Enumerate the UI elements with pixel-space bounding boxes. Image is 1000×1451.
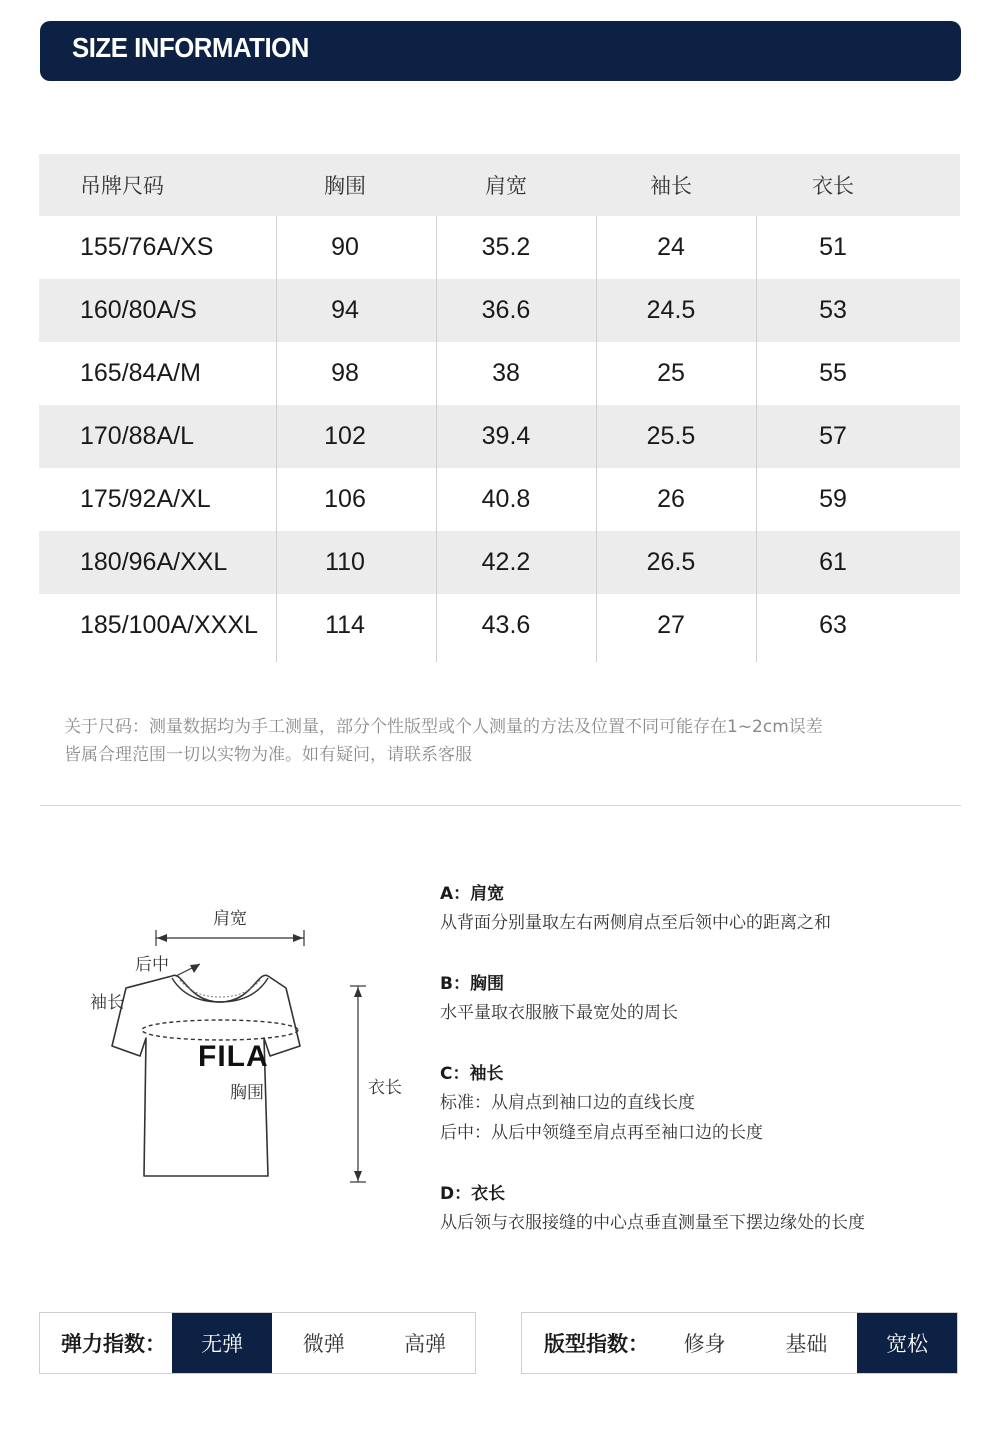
definition-title: A：肩宽 (440, 884, 505, 904)
elasticity-option-slight[interactable]: 微弹 (302, 1332, 345, 1356)
definition-shoulder (440, 880, 980, 938)
cell-length: 53 (819, 296, 847, 324)
table-row (39, 468, 960, 531)
definition-length (440, 1180, 980, 1238)
size-table (39, 154, 960, 657)
table-row (39, 342, 960, 405)
table-row (39, 279, 960, 342)
definition-chest (440, 970, 980, 1028)
cell-length: 59 (819, 485, 847, 513)
definition-text: 水平量取衣服腋下最宽处的周长 (440, 1003, 678, 1023)
section-divider (40, 805, 961, 806)
cell-size: 165/84A/M (80, 359, 201, 387)
elasticity-option-none[interactable]: 无弹 (172, 1313, 273, 1373)
cell-chest: 106 (324, 485, 366, 513)
cell-size: 155/76A/XS (80, 233, 214, 261)
elasticity-option-high[interactable]: 高弹 (404, 1332, 447, 1356)
label-back-center: 后中 (135, 955, 169, 975)
fit-option-slim[interactable]: 修身 (683, 1332, 726, 1356)
page-title: SIZE INFORMATION (72, 32, 309, 63)
definition-text: 标准：从肩点到袖口边的直线长度 (440, 1093, 695, 1113)
header-cell-chest: 胸围 (324, 174, 366, 198)
header-cell-size: 吊牌尺码 (80, 174, 164, 198)
measurement-diagram (80, 880, 420, 1200)
cell-shoulder: 43.6 (481, 611, 531, 639)
label-chest: 胸围 (230, 1083, 264, 1103)
label-shoulder: 肩宽 (213, 909, 247, 929)
cell-sleeve: 25 (657, 359, 685, 387)
cell-shoulder: 36.6 (481, 296, 531, 324)
table-row (39, 531, 960, 594)
cell-length: 51 (819, 233, 847, 261)
label-sleeve: 袖长 (90, 993, 124, 1013)
definition-text: 从背面分别量取左右两侧肩点至后领中心的距离之和 (440, 913, 831, 933)
column-divider (756, 216, 757, 662)
cell-size: 170/88A/L (80, 422, 194, 450)
cell-shoulder: 39.4 (481, 422, 531, 450)
cell-sleeve: 26 (657, 485, 685, 513)
fit-index (521, 1312, 958, 1374)
table-row (39, 405, 960, 468)
elasticity-index (39, 1312, 476, 1374)
definition-sleeve (440, 1060, 980, 1148)
size-note (64, 713, 964, 769)
column-divider (276, 216, 277, 662)
header-cell-shoulder: 肩宽 (485, 174, 527, 198)
cell-size: 185/100A/XXXL (80, 611, 258, 639)
cell-length: 61 (819, 548, 847, 576)
header-cell-length: 衣长 (812, 174, 854, 198)
cell-chest: 90 (331, 233, 359, 261)
cell-shoulder: 42.2 (481, 548, 531, 576)
cell-sleeve: 27 (657, 611, 685, 639)
elasticity-label: 弹力指数： (61, 1332, 166, 1356)
note-line-2: 皆属合理范围一切以实物为准。如有疑问，请联系客服 (64, 745, 472, 765)
cell-sleeve: 25.5 (646, 422, 696, 450)
column-divider (596, 216, 597, 662)
cell-chest: 114 (325, 611, 365, 639)
fila-logo: FILA (198, 1040, 269, 1073)
cell-length: 63 (819, 611, 847, 639)
table-row (39, 216, 960, 279)
header-cell-sleeve: 袖长 (650, 174, 692, 198)
cell-chest: 110 (325, 548, 365, 576)
cell-length: 57 (819, 422, 847, 450)
column-divider (436, 216, 437, 662)
cell-length: 55 (819, 359, 847, 387)
label-length: 衣长 (368, 1078, 402, 1098)
cell-sleeve: 26.5 (646, 548, 696, 576)
definition-title: D：衣长 (440, 1184, 506, 1204)
header-bar (40, 21, 961, 81)
cell-chest: 94 (331, 296, 359, 324)
cell-shoulder: 40.8 (481, 485, 531, 513)
cell-shoulder: 38 (492, 359, 520, 387)
definition-title: B：胸围 (440, 974, 504, 994)
cell-size: 180/96A/XXL (80, 548, 228, 576)
fit-option-regular[interactable]: 基础 (785, 1332, 828, 1356)
cell-chest: 98 (331, 359, 359, 387)
definition-text: 从后领与衣服接缝的中心点垂直测量至下摆边缘处的长度 (440, 1213, 865, 1233)
table-row (39, 594, 960, 657)
table-header-row (39, 154, 960, 216)
definition-title: C：袖长 (440, 1064, 504, 1084)
fit-option-loose[interactable]: 宽松 (857, 1313, 957, 1373)
cell-sleeve: 24 (657, 233, 685, 261)
cell-size: 175/92A/XL (80, 485, 211, 513)
fit-label: 版型指数： (544, 1332, 649, 1356)
note-line-1: 关于尺码：测量数据均为手工测量，部分个性版型或个人测量的方法及位置不同可能存在1~2cm误差 (64, 717, 823, 737)
cell-chest: 102 (324, 422, 366, 450)
cell-size: 160/80A/S (80, 296, 197, 324)
cell-shoulder: 35.2 (481, 233, 531, 261)
definition-text: 后中：从后中领缝至肩点再至袖口边的长度 (440, 1123, 763, 1143)
cell-sleeve: 24.5 (646, 296, 696, 324)
